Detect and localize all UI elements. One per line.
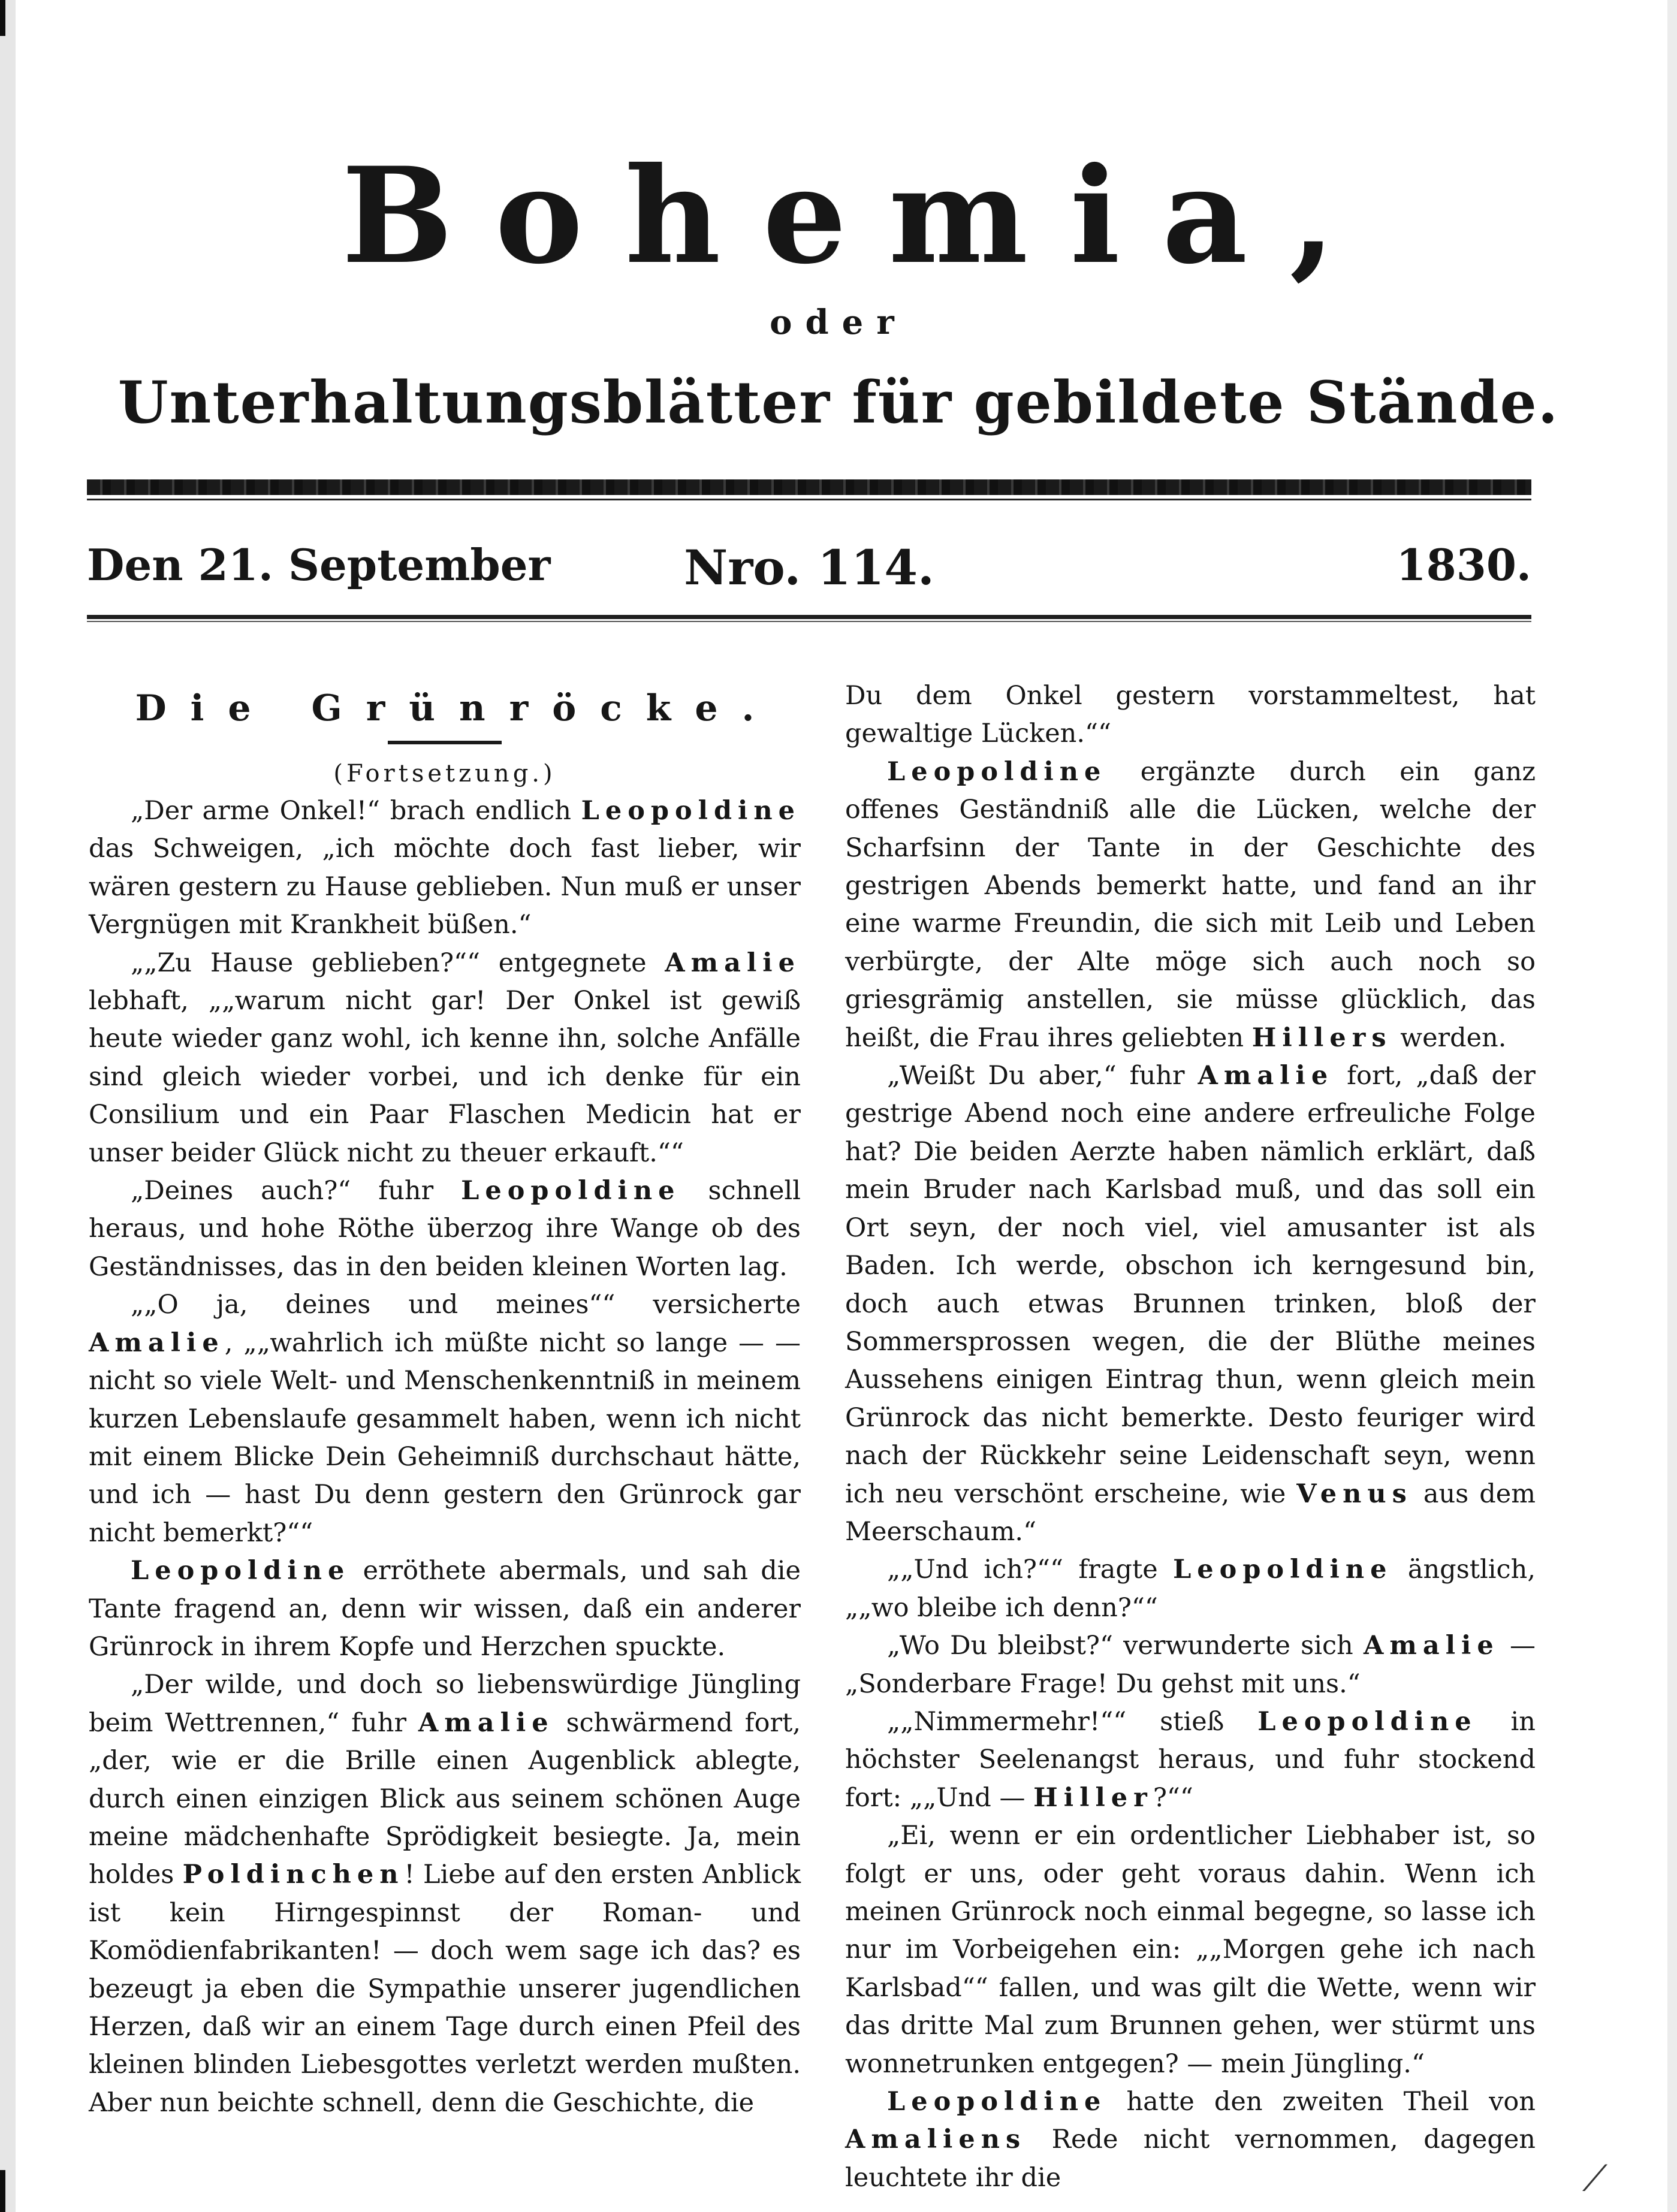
- name-spaced: Leopoldine: [581, 796, 801, 826]
- article-title-rule: [388, 741, 502, 744]
- name-spaced: Leopoldine: [131, 1556, 351, 1586]
- name-spaced: Hiller: [1033, 1782, 1153, 1813]
- heavy-divider-rule: [87, 479, 1531, 495]
- paragraph: „„Zu Hause geblieben?““ entgegnete Amalie lebhaft, „„warum nicht gar! Der Onkel ist gewiß heute wieder ganz wohl, ich kenne ihn, solche Anfälle sind gleich wieder vorbei, und ich denke für ein Consilium und ein Paar Flaschen Medicin hat er unser beider Glück nicht zu theuer erkauft.““: [89, 947, 801, 1168]
- issue-number: Nro. 114.: [684, 539, 934, 596]
- name-spaced: Venus: [1296, 1478, 1413, 1509]
- masthead-oder: oder: [770, 303, 907, 342]
- name-spaced: Amalie: [418, 1707, 554, 1738]
- paragraph: „Weißt Du aber,“ fuhr Amalie fort, „daß der gestrige Abend noch eine andere erfreuliche Folge hat? Die beiden Aerzte haben nämlich erklärt, daß mein Bruder nach Karlsbad muß, und das soll ein Ort seyn, der noch viel, viel amusanter ist als Baden. Ich werde, obschon ich kerngesund bin, doch auch etwas Brunnen trinken, bloß der Sommersprossen wegen, die der Blüthe meines Aussehens einigen Eintrag thun, wenn gleich mein Grünrock das nicht bemerkte. Desto feuriger wird nach der Rückkehr seine Leidenschaft seyn, wenn ich neu verschönt erscheine, wie Venus aus dem Meerschaum.“: [845, 1061, 1536, 1547]
- paragraph: „Wo Du bleibst?“ verwunderte sich Amalie — „Sonderbare Frage! Du gehst mit uns.“: [845, 1631, 1536, 1699]
- paragraph: Du dem Onkel gestern vorstammeltest, hat gewaltige Lücken.““: [845, 681, 1536, 749]
- paragraph: „„O ja, deines und meines““ versicherte Amalie, „„wahrlich ich müßte nicht so lange — — nicht so viele Welt- und Menschenkenntniß in meinem kurzen Lebenslaufe gesammelt haben, wenn ich nicht mit einem Blicke Dein Geheimniß durchschaut hätte, und ich — hast Du denn gestern den Grünrock gar nicht bemerkt?““: [89, 1290, 801, 1548]
- thin-divider-rule: [87, 615, 1531, 619]
- name-spaced: Amalie: [89, 1327, 225, 1358]
- paragraph: „Der wilde, und doch so liebenswürdige Jüngling beim Wettrennen,“ fuhr Amalie schwärmend fort, „der, wie er die Brille einen Augenblick ablegte, durch einen einzigen Blick aus seinem schönen Auge meine mädchenhafte Sprödigkeit besiegte. Ja, mein holdes Poldinchen! Liebe auf den ersten Anblick ist kein Hirngespinnst der Roman- und Komödienfabrikanten! — doch wem sage ich das? es bezeugt ja eben die Sympathie unserer jugendlichen Herzen, daß wir an einem Tage durch einen Pfeil des kleinen blinden Liebesgottes verletzt werden mußten. Aber nun beichte schnell, denn die Geschichte, die: [89, 1670, 801, 2118]
- name-spaced: Leopoldine: [461, 1176, 681, 1206]
- name-spaced: Leopoldine: [1173, 1555, 1393, 1585]
- paragraph: „„Und ich?““ fragte Leopoldine ängstlich, „„wo bleibe ich denn?““: [845, 1555, 1536, 1623]
- paragraph: „Der arme Onkel!“ brach endlich Leopoldine das Schweigen, „ich möchte doch fast lieber, wir wären gestern zu Hause geblieben. Nun muß er unser Vergnügen mit Krankheit büßen.“: [89, 796, 801, 940]
- name-spaced: Amaliens: [845, 2125, 1027, 2155]
- issue-date: Den 21. September: [87, 539, 551, 590]
- dateline: [87, 539, 1531, 596]
- name-spaced: Amalie: [1364, 1631, 1500, 1661]
- name-spaced: Amalie: [665, 947, 801, 978]
- masthead-title: Bohemia,: [341, 138, 1378, 293]
- paragraph: Leopoldine hatte den zweiten Theil von Amaliens Rede nicht vernommen, dagegen leuchtete ihr die: [845, 2087, 1536, 2193]
- article-title: Die Grünröcke.: [135, 687, 779, 729]
- paragraph: Leopoldine erröthete abermals, und sah die Tante fragend an, denn wir wissen, daß ein anderer Grünrock in ihrem Kopfe und Herzchen spuckte.: [89, 1556, 801, 1662]
- article-subtitle: (Fortsetzung.): [333, 760, 556, 787]
- name-spaced: Hillers: [1251, 1022, 1392, 1053]
- name-spaced: Leopoldine: [887, 756, 1107, 787]
- name-spaced: Poldinchen: [182, 1860, 405, 1890]
- scan-corner-mark: ⟋: [1582, 2157, 1607, 2199]
- name-spaced: Leopoldine: [887, 2087, 1107, 2117]
- paragraph: „Deines auch?“ fuhr Leopoldine schnell heraus, und hohe Röthe überzog ihre Wange ob des Geständnisses, das in den beiden kleinen Worten lag.: [89, 1176, 801, 1282]
- name-spaced: Amalie: [1198, 1061, 1334, 1091]
- right-column: [845, 677, 1536, 2197]
- paragraph: Leopoldine ergänzte durch ein ganz offenes Geständniß alle die Lücken, welche der Scharfsinn der Tante in der Geschichte des gestrigen Abends bemerkt hatte, und fand an ihr eine warme Freundin, die sich mit Leib und Leben verbürgte, der Alte möge sich auch noch so griesgrämig anstellen, sie müsse glücklich, das heißt, die Frau ihres geliebten Hillers werden.: [845, 756, 1536, 1053]
- left-column: [89, 677, 801, 2122]
- masthead-subtitle: Unterhaltungsblätter für gebildete Stände.: [117, 369, 1560, 436]
- name-spaced: Leopoldine: [1257, 1706, 1477, 1737]
- issue-year: 1830.: [1396, 539, 1531, 590]
- paragraph: „Ei, wenn er ein ordentlicher Liebhaber ist, so folgt er uns, oder geht voraus dahin. Wenn ich meinen Grünrock noch einmal begegne, so lasse ich nur im Vorbeigehen ein: „„Morgen gehe ich nach Karlsbad““ fallen, und was gilt die Wette, wenn wir das dritte Mal zum Brunnen gehen, wer stürmt uns wonnetrunken entgegen? — mein Jüngling.“: [845, 1821, 1536, 2079]
- paragraph: „„Nimmermehr!““ stieß Leopoldine in höchster Seelenangst heraus, und fuhr stockend fort: „„Und — Hiller?““: [845, 1706, 1536, 1813]
